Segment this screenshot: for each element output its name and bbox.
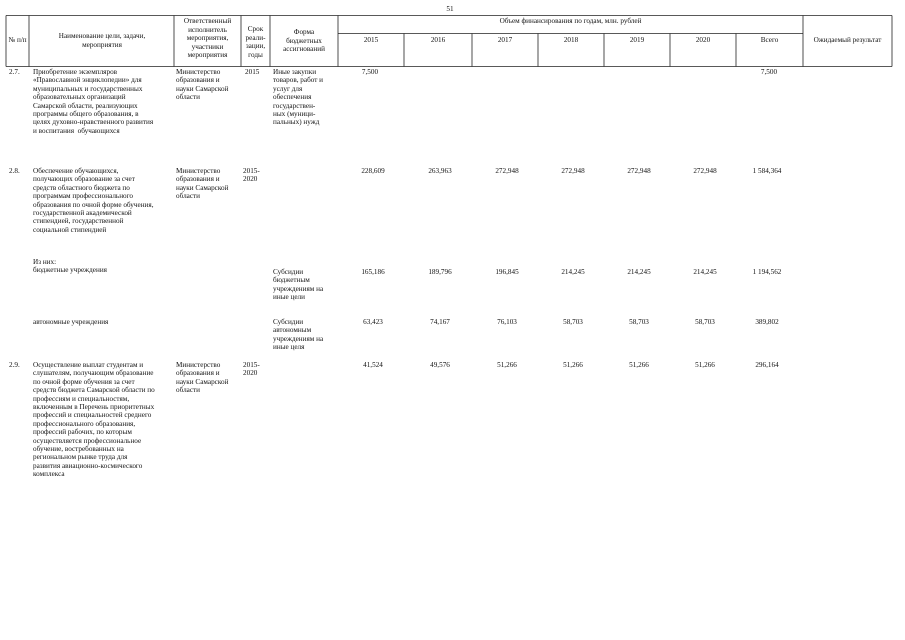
page-number: 51 xyxy=(446,5,454,13)
header-year-2016: 2016 xyxy=(430,36,446,44)
row-autonomous-val-2019: 58,703 xyxy=(629,318,649,326)
row-budget-val-2017: 196,845 xyxy=(495,268,519,276)
row-2-9-number: 2.9. xyxy=(9,361,20,369)
row-autonomous-name: автономные учреждения xyxy=(33,318,109,326)
row-autonomous-total: 389,802 xyxy=(755,318,779,326)
row-2-7-name: Приобретение экземпляров «Православной энциклопедии» для муниципальных и государственных образовательных организаций Самарской области, реализующих программы общего образования, в целях духовно-нравственного развития и воспитания обучающихся xyxy=(33,68,154,135)
row-2-9-val-2018: 51,266 xyxy=(563,361,583,369)
row-2-9-val-2019: 51,266 xyxy=(629,361,649,369)
header-col-name: Наименование цели, задачи, мероприятия xyxy=(58,32,146,49)
row-2-9-name: Осуществление выплат студентам и слушателям, получающим образование по очной форме обучения за счет средств бюджета Самарской области по профессиям и специальностям, включенным в Перечень приоритетных профессий и специальностей среднего профессионального образования, профессий рабочих, по которым осуществляется профессиональное обучение, востребованных на региональном рынке труда для развития авиационно-космического комплекса xyxy=(33,361,155,479)
row-2-9-total: 296,164 xyxy=(755,361,779,369)
row-2-7-term: 2015 xyxy=(245,68,260,76)
row-2-8-val-2018: 272,948 xyxy=(561,167,585,175)
row-2-9-term: 2015- 2020 xyxy=(243,361,260,378)
row-2-9-val-2016: 49,576 xyxy=(430,361,450,369)
header-col-responsible: Ответственный исполнитель мероприятия, участники мероприятия xyxy=(183,17,232,60)
header-year-2020: 2020 xyxy=(695,36,711,44)
row-2-7-responsible: Министерство образования и науки Самарской области xyxy=(176,68,229,102)
row-budget-total: 1 194,562 xyxy=(752,268,782,276)
header-year-2018: 2018 xyxy=(563,36,579,44)
row-autonomous-val-2017: 76,103 xyxy=(497,318,517,326)
header-year-2015: 2015 xyxy=(363,36,379,44)
row-2-8-val-2019: 272,948 xyxy=(627,167,651,175)
row-budget-val-2015: 165,186 xyxy=(361,268,385,276)
row-2-8-number: 2.8. xyxy=(9,167,20,175)
row-2-9-val-2015: 41,524 xyxy=(363,361,383,369)
row-2-8-val-2016: 263,963 xyxy=(428,167,452,175)
row-2-8-responsible: Министерство образования и науки Самарской области xyxy=(176,167,229,201)
header-total: Всего xyxy=(760,36,779,44)
row-budget-name: Из них: бюджетные учреждения xyxy=(33,258,107,275)
row-2-9-val-2017: 51,266 xyxy=(497,361,517,369)
row-autonomous-val-2020: 58,703 xyxy=(695,318,715,326)
row-2-8-term: 2015- 2020 xyxy=(243,167,260,184)
row-autonomous-val-2016: 74,167 xyxy=(430,318,450,326)
row-2-7-total: 7,500 xyxy=(760,68,778,76)
header-col-finance: Объем финансирования по годам, млн. рублей xyxy=(499,17,642,25)
row-budget-val-2020: 214,245 xyxy=(693,268,717,276)
header-col-number: № п/п xyxy=(8,36,27,44)
row-2-7-form: Иные закупки товаров, работ и услуг для обеспечения государствен- ных (муници- пальных) нужд xyxy=(273,68,324,127)
row-autonomous-val-2015: 63,423 xyxy=(363,318,383,326)
row-2-8-total: 1 584,364 xyxy=(752,167,782,175)
header-year-2019: 2019 xyxy=(629,36,645,44)
row-budget-val-2018: 214,245 xyxy=(561,268,585,276)
header-col-result: Ожидаемый результат xyxy=(813,36,882,44)
row-2-9-val-2020: 51,266 xyxy=(695,361,715,369)
header-year-2017: 2017 xyxy=(497,36,513,44)
row-budget-form: Субсидии бюджетным учреждениям на иные цели xyxy=(273,268,324,302)
header-col-term: Срок реали- зации, годы xyxy=(245,25,266,59)
row-2-7-number: 2.7. xyxy=(9,68,20,76)
row-2-8-val-2017: 272,948 xyxy=(495,167,519,175)
row-2-7-val-2015: 7,500 xyxy=(361,68,379,76)
header-col-form: Форма бюджетных ассигнований xyxy=(283,28,325,54)
row-2-9-responsible: Министерство образования и науки Самарской области xyxy=(176,361,229,395)
row-budget-val-2016: 189,796 xyxy=(428,268,452,276)
row-autonomous-val-2018: 58,703 xyxy=(563,318,583,326)
row-2-8-name: Обеспечение обучающихся, получающих образование за счет средств областного бюджета по программам профессионального образования по очной форме обучения, государственной академической стипендией, государственной социальной стипендией xyxy=(33,167,154,234)
row-budget-val-2019: 214,245 xyxy=(627,268,651,276)
row-2-8-val-2020: 272,948 xyxy=(693,167,717,175)
row-autonomous-form: Субсидии автономным учреждениям на иные целя xyxy=(273,318,324,352)
row-2-8-val-2015: 228,609 xyxy=(361,167,385,175)
